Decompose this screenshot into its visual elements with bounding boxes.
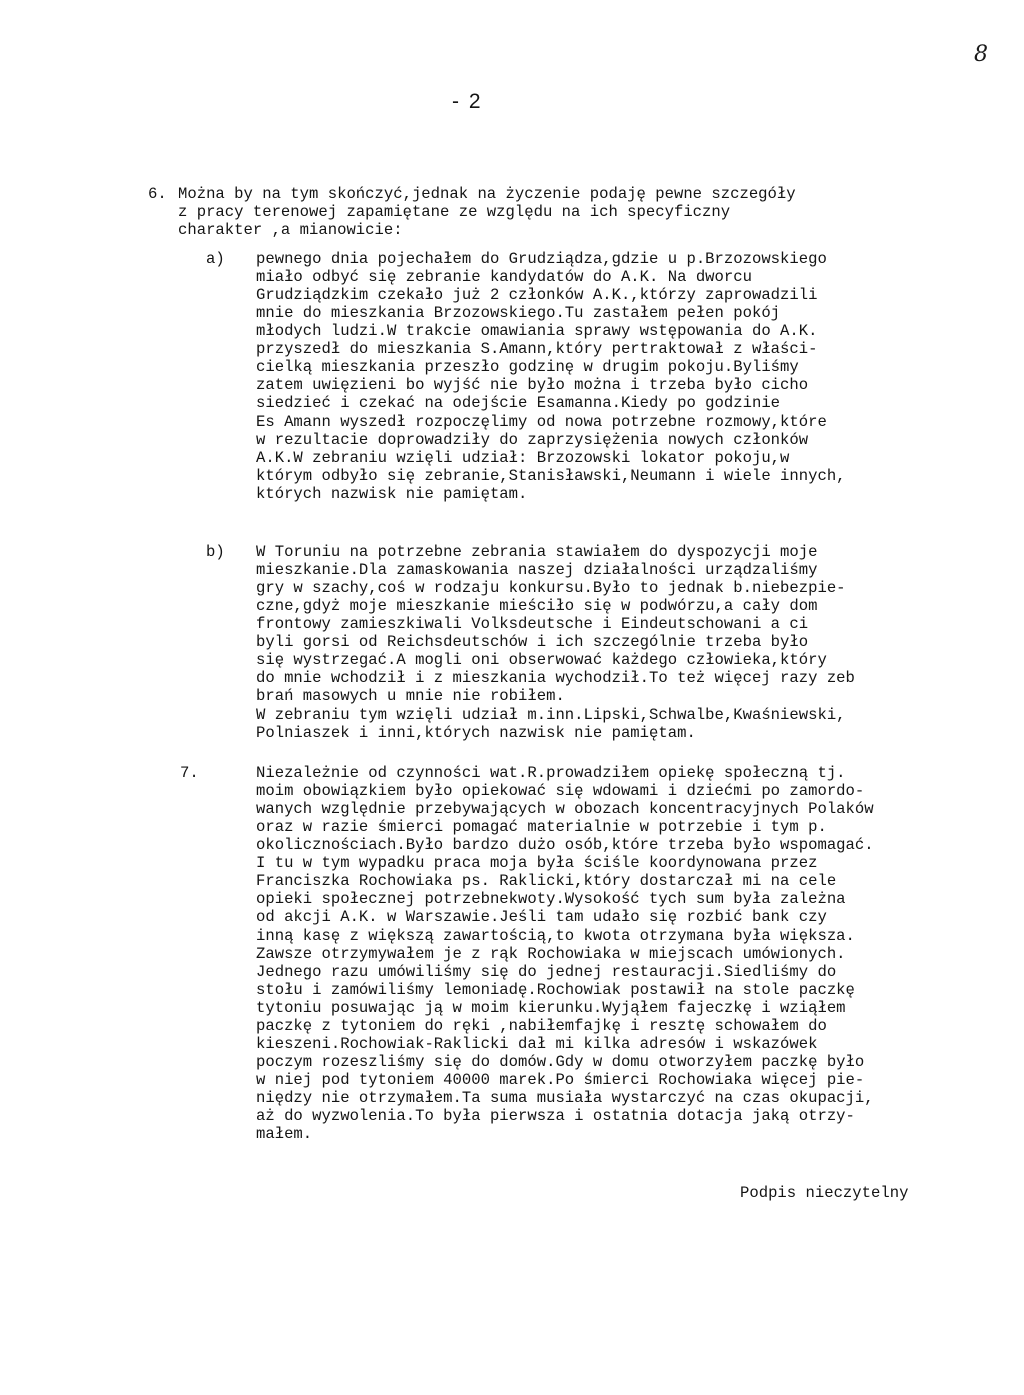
section-7-line: stołu i zamówiliśmy lemoniadę.Rochowiak postawił na stole paczkę xyxy=(256,980,855,999)
section-6-line: Można by na tym skończyć,jednak na życzenie podaję pewne szczegóły xyxy=(178,185,796,203)
section-b-line: Polniaszek i inni,których nazwisk nie pamiętam. xyxy=(256,723,696,742)
section-7-line: Jednego razu umówiliśmy się do jednej restauracji.Siedliśmy do xyxy=(256,962,837,981)
section-b-line: się wystrzegać.A mogli oni obserwować każdego człowieka,który xyxy=(256,651,827,670)
section-a-line: A.K.W zebraniu wzięli udział: Brzozowski lokator pokoju,w xyxy=(256,448,790,467)
section-7-line: oraz w razie śmierci pomagać materialnie w potrzebie i tym p. xyxy=(256,818,827,837)
section-7-line: wanych względnie przebywających w obozach koncentracyjnych Polaków xyxy=(256,800,874,819)
section-b-line: byli gorsi od Reichsdeutschów i ich szczególnie trzeba było xyxy=(256,633,809,652)
section-b-line: W zebraniu tym wzięli udział m.inn.Lipski,Schwalbe,Kwaśniewski, xyxy=(256,705,846,724)
section-b-line: frontowy zamieszkiwali Volksdeutsche i Eindeutschowani a ci xyxy=(256,615,809,634)
section-7-line: okolicznościach.Było bardzo dużo osób,które trzeba było wspomagać. xyxy=(256,836,874,855)
section-7-line: od akcji A.K. w Warszawie.Jeśli tam udało się rozbić bank czy xyxy=(256,908,827,927)
section-7-line: Zawsze otrzymywałem je z rąk Rochowiaka w miejscach umówionych. xyxy=(256,944,846,963)
handwritten-folio-number: 8 xyxy=(974,42,988,67)
section-a-line: którym odbyło się zebranie,Stanisławski,Neumann i wiele innych, xyxy=(256,466,846,485)
section-7-line: Niezależnie od czynności wat.R.prowadziłem opiekę społeczną tj. xyxy=(256,764,846,782)
section-7-line: aż do wyzwolenia.To była pierwsza i ostatnia dotacja jaką otrzy- xyxy=(256,1107,855,1125)
section-a-line: siedzieć i czekać na odejście Esamanna.Kiedy po godzinie xyxy=(256,394,781,413)
section-b-line: do mnie wchodził i z mieszkania wychodził.To też więcej razy zeb xyxy=(256,669,855,688)
signature-note: Podpis nieczytelny xyxy=(740,1184,909,1202)
section-7-line: kieszeni.Rochowiak-Raklicki dał mi kilka adresów i wskazówek xyxy=(256,1034,818,1053)
section-7-line: inną kasę z większą zawartością,to kwota otrzymana była większa. xyxy=(256,926,855,945)
section-b-line: mieszkanie.Dla zamaskowania naszej działalności urządzaliśmy xyxy=(256,561,818,579)
section-a-line: Grudziądzkim czekało już 2 członków A.K.,którzy zaprowadzili xyxy=(256,286,818,305)
section-a-line: przyszedł do mieszkania S.Amann,który pertraktował z właści- xyxy=(256,340,818,359)
section-a-line: mnie do mieszkania Brzozowskiego.Tu zastałem pełen pokój xyxy=(256,304,781,323)
section-6-line: z pracy terenowej zapamiętane ze względu na ich specyficzny xyxy=(178,203,731,222)
section-b-line: brań masowych u mnie nie robiłem. xyxy=(256,687,565,706)
section-b-line: W Toruniu na potrzebne zebrania stawiałem do dyspozycji moje xyxy=(256,543,818,561)
section-a-line: zatem uwięzieni bo wyjść nie było można i trzeba było cicho xyxy=(256,376,809,395)
section-a-line: młodych ludzi.W trakcie omawiania sprawy wstępowania do A.K. xyxy=(256,322,818,341)
section-a-marker: a) xyxy=(206,250,225,268)
section-7-line: I tu w tym wypadku praca moja była ściśle koordynowana przez xyxy=(256,854,818,873)
section-7-line: tytoniu posuwając ją w moim kierunku.Wyjąłem fajeczkę i wziąłem xyxy=(256,998,846,1017)
section-7-line: moim obowiązkiem było opiekować się wdowami i dziećmi po zamordo- xyxy=(256,782,865,800)
section-7-line: małem. xyxy=(256,1125,313,1143)
section-a-line: w rezultacie doprowadziły do zaprzysiężenia nowych członków xyxy=(256,430,809,449)
section-7-line: opieki społecznej potrzebnekwoty.Wysokość tych sum była zależna xyxy=(256,890,846,909)
section-7-line: poczym rozeszliśmy się do domów.Gdy w domu otworzyłem paczkę było xyxy=(256,1052,865,1071)
section-6-marker: 6. xyxy=(148,185,167,203)
section-a-line: miało odbyć się zebranie kandydatów do A.K. Na dworcu xyxy=(256,268,752,287)
page-number: - 2 xyxy=(452,90,483,113)
section-7-marker: 7. xyxy=(180,764,199,782)
section-b-line: gry w szachy,coś w rodzaju konkursu.Było to jednak b.niebezpie- xyxy=(256,579,846,598)
section-a-line: Es Amann wyszedł rozpoczęlimy od nowa potrzebne rozmowy,które xyxy=(256,412,827,431)
section-a-line: cielką mieszkania przeszło godzinę w drugim pokoju.Byliśmy xyxy=(256,358,799,377)
section-a-line: których nazwisk nie pamiętam. xyxy=(256,484,528,503)
section-b-marker: b) xyxy=(206,543,225,561)
section-b-line: czne,gdyż moje mieszkanie mieściło się w podwórzu,a cały dom xyxy=(256,597,818,616)
section-7-line: Franciszka Rochowiaka ps. Raklicki,który dostarczał mi na cele xyxy=(256,872,837,891)
section-6-line: charakter ,a mianowicie: xyxy=(178,221,403,240)
section-7-line: niędzy nie otrzymałem.Ta suma musiała wystarczyć na czas okupacji, xyxy=(256,1088,874,1107)
section-7-line: paczkę z tytoniem do ręki ,nabiłemfajkę i resztę schowałem do xyxy=(256,1016,827,1035)
section-7-line: w niej pod tytoniem 40000 marek.Po śmierci Rochowiaka więcej pie- xyxy=(256,1070,865,1089)
section-a-line: pewnego dnia pojechałem do Grudziądza,gdzie u p.Brzozowskiego xyxy=(256,250,827,268)
